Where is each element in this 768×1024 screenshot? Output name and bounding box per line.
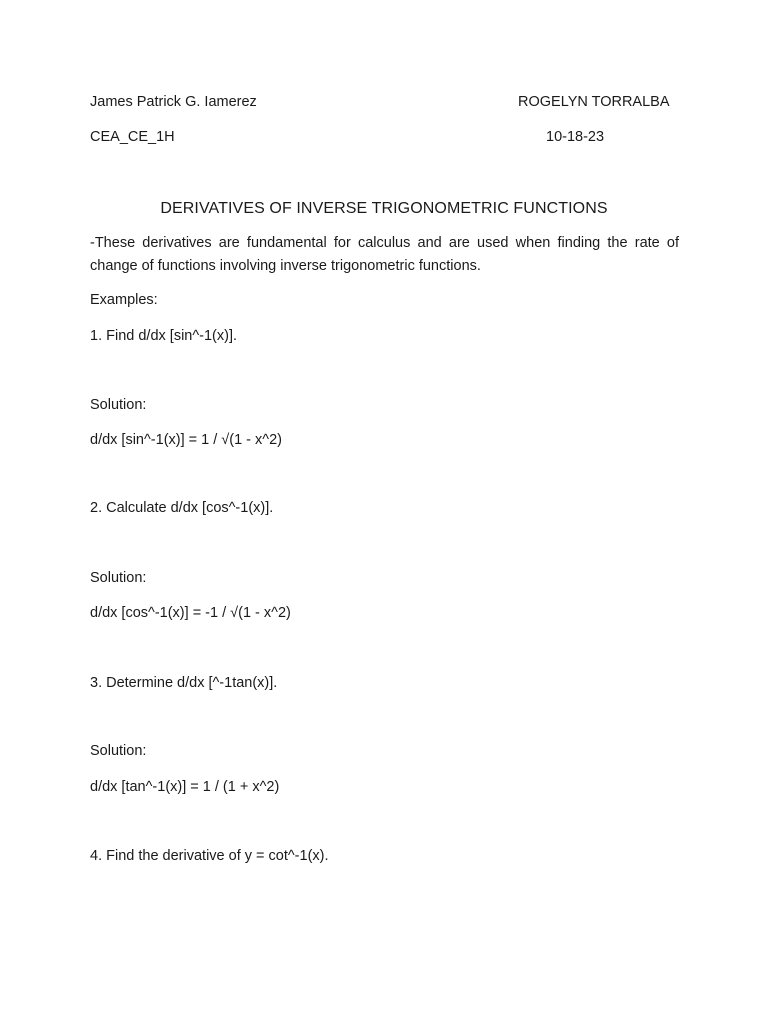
example-1-solution-label: Solution: xyxy=(90,397,147,413)
example-3-solution-label: Solution: xyxy=(90,743,147,759)
document-title: DERIVATIVES OF INVERSE TRIGONOMETRIC FUNCTIONS xyxy=(160,200,608,217)
instructor-name: ROGELYN TORRALBA xyxy=(518,94,670,110)
example-1-solution: d/dx [sin^-1(x)] = 1 / √(1 - x^2) xyxy=(90,432,282,448)
section-code: CEA_CE_1H xyxy=(90,129,175,145)
intro-paragraph: -These derivatives are fundamental for calculus and are used when finding the rate of change of functions involving inverse trigonometric functions. xyxy=(90,235,679,274)
example-2-question: 2. Calculate d/dx [cos^-1(x)]. xyxy=(90,500,274,516)
example-3-question: 3. Determine d/dx [^-1tan(x)]. xyxy=(90,675,278,691)
example-2-solution: d/dx [cos^-1(x)] = -1 / √(1 - x^2) xyxy=(90,605,291,621)
example-3-solution: d/dx [tan^-1(x)] = 1 / (1 + x^2) xyxy=(90,779,280,795)
example-2-solution-label: Solution: xyxy=(90,570,147,586)
student-name: James Patrick G. Iamerez xyxy=(90,94,257,110)
examples-label: Examples: xyxy=(90,292,158,308)
example-4-question: 4. Find the derivative of y = cot^-1(x). xyxy=(90,848,329,864)
document-date: 10-18-23 xyxy=(546,129,605,145)
example-1-question: 1. Find d/dx [sin^-1(x)]. xyxy=(90,328,238,344)
